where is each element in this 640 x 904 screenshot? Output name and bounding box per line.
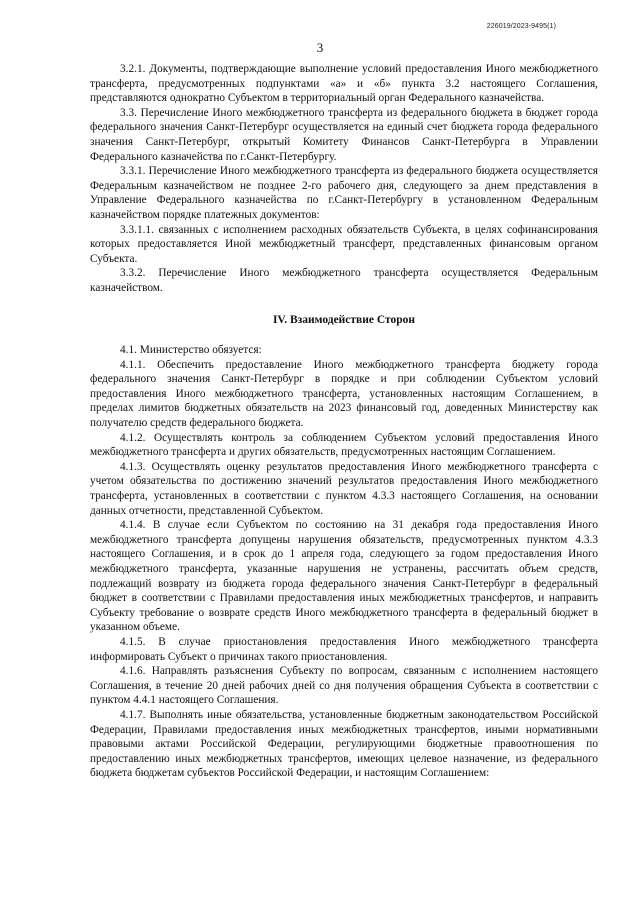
section-heading: IV. Взаимодействие Сторон	[272, 313, 416, 326]
paragraph-4-1: 4.1. Министерство обязуется:	[120, 344, 262, 357]
paragraph-4-1-5: 4.1.5. В случае приостановления предоставления Иного межбюджетного трансферта информировать Субъект о причинах такого приостановления.	[90, 635, 598, 663]
page-number: 3	[316, 40, 324, 55]
paragraph-3-3-1-1: 3.3.1.1. связанных с исполнением расходных обязательств Субъекта, в целях софинансирования которых предоставляется Иной межбюджетный трансферт, представленных финансовым органом Субъекта.	[90, 223, 598, 265]
paragraph-4-1-4: 4.1.4. В случае если Субъектом по состоянию на 31 декабря года предоставления Иного межбюджетного трансферта допущены нарушения обязательств, предусмотренных пунктом 4.3.3 настоящего Соглашения, и в срок до 1 апреля года, следующего за годом предоставления Иного межбюджетного трансферта, указанные нарушения не устранены, рассчитать объем средств, подлежащий возврату из бюджета города федерального значения Санкт-Петербург в федеральный бюджет в соответствии с Правилами предоставления иных межбюджетных трансфертов, и направить Субъекту требование о возврате средств Иного межбюджетного трансферта в федеральный бюджет в указанном объеме.	[90, 519, 598, 634]
paragraph-3-3-1: 3.3.1. Перечисление Иного межбюджетного трансферта из федерального бюджета осуществляется Федеральным казначейством не позднее 2-го рабочего дня, следующего за днем представления в Управление Федерального казначейства по г.Санкт-Петербургу в установленном Федеральным казначейством порядке платежных документов:	[90, 165, 598, 221]
paragraph-4-1-7: 4.1.7. Выполнять иные обязательства, установленные бюджетным законодательством Российской Федерации, Правилами предоставления иных межбюджетных трансфертов, иными нормативными правовыми актами Российской Федерации, регулирующими бюджетные правоотношения по предоставлению иных межбюджетных трансфертов, имеющих целевое назначение, из федерального бюджета бюджетам субъектов Российской Федерации, и настоящим Соглашением:	[90, 708, 598, 780]
document-body	[90, 62, 598, 781]
document-id: 226019/2023-9495(1)	[486, 23, 556, 30]
paragraph-3-3-2: 3.3.2. Перечисление Иного межбюджетного трансферта осуществляется Федеральным казначейством.	[90, 267, 598, 294]
paragraph-3-2-1: 3.2.1. Документы, подтверждающие выполнение условий предоставления Иного межбюджетного трансферта, предусмотренных подпунктами «а» и «б» пункта 3.2 настоящего Соглашения, представляются однократно Субъектом в территориальный орган Федерального казначейства.	[90, 63, 598, 105]
paragraph-4-1-6: 4.1.6. Направлять разъяснения Субъекту по вопросам, связанным с исполнением настоящего Соглашения, в течение 20 дней рабочих дней со дня получения обращения Субъекта в соответствии с пунктом 4.4.1 настоящего Соглашения.	[90, 665, 598, 707]
paragraph-4-1-3: 4.1.3. Осуществлять оценку результатов предоставления Иного межбюджетного трансферта с учетом обязательства по достижению значений результатов предоставления Иного межбюджетного трансферта, установленных в соответствии с пунктом 4.3.3 настоящего Соглашения, на основании данных отчетности, представленной Субъектом.	[90, 460, 598, 517]
paragraph-4-1-1: 4.1.1. Обеспечить предоставление Иного межбюджетного трансферта бюджету города федерального значения Санкт-Петербург в порядке и при соблюдении Субъектом условий предоставления Иного межбюджетного трансферта, установленных настоящим Соглашением, в пределах лимитов бюджетных обязательств на 2023 финансовый год, доведенных Министерству как получателю средств федерального бюджета.	[90, 358, 598, 430]
paragraph-3-3: 3.3. Перечисление Иного межбюджетного трансферта из федерального бюджета в бюджет города федерального значения Санкт-Петербург осуществляется на единый счет бюджета города федерального значения Санкт-Петербург, открытый Комитету Финансов Санкт-Петербурга в Управлении Федерального казначейства по г.Санкт-Петербургу.	[90, 106, 598, 163]
paragraph-4-1-2: 4.1.2. Осуществлять контроль за соблюдением Субъектом условий предоставления Иного межбюджетного трансферта и других обязательств, предусмотренных настоящим Соглашением.	[90, 431, 598, 459]
